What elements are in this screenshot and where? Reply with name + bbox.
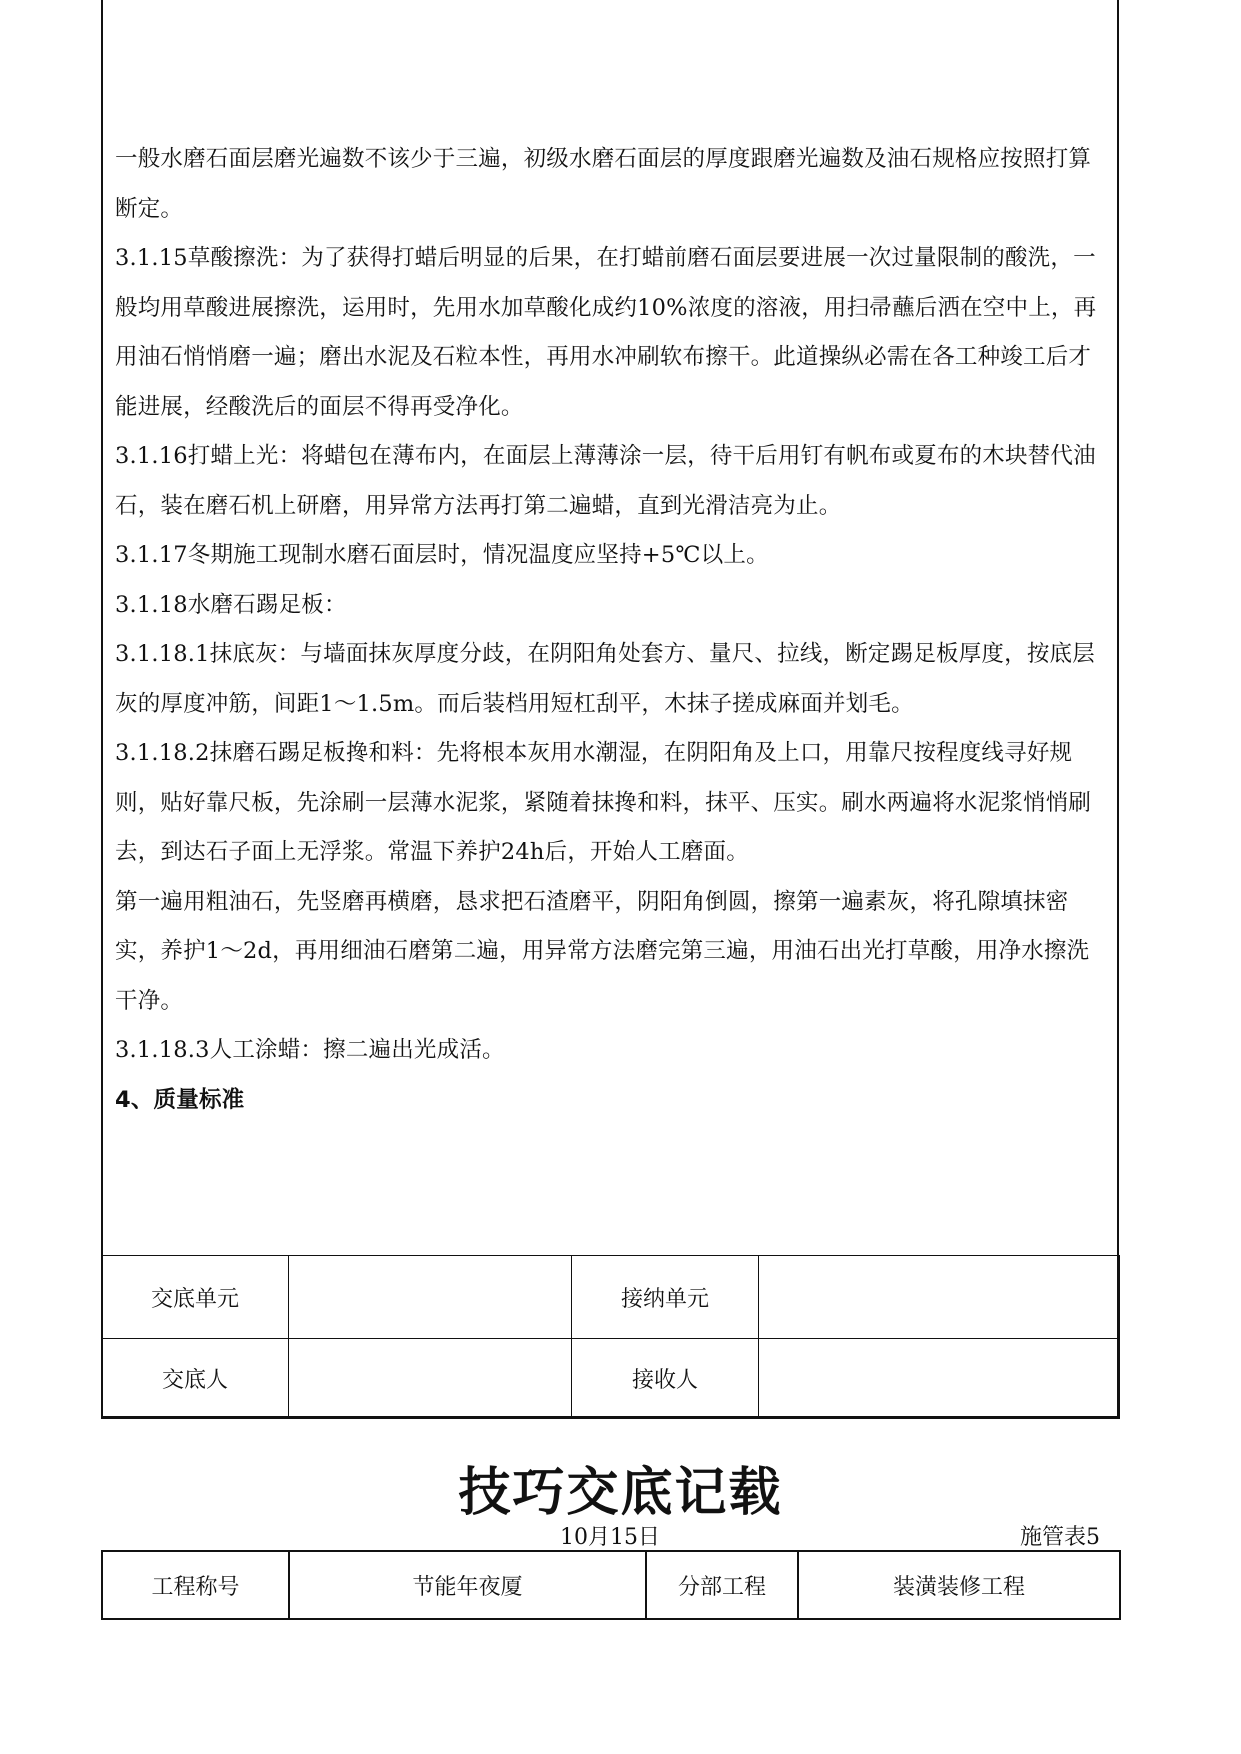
paragraph: 3.1.17冬期施工现制水磨石面层时，情况温度应坚持+5℃以上。: [115, 542, 769, 568]
paragraph: 3.1.18.2抹磨石踢足板搀和料：先将根本灰用水潮湿，在阴阳角及上口，用靠尺按程度线寻好规则，贴好靠尺板，先涂刷一层薄水泥浆，紧随着抹搀和料，抹平、压实。刷水两遍将水泥浆悄悄刷去，到达石子面上无浮浆。常温下养护24h后，开始人工磨面。: [115, 740, 1092, 865]
receiver-person-value[interactable]: [759, 1339, 1120, 1419]
paragraph: 3.1.18水磨石踢足板：: [115, 591, 347, 618]
section-heading: 4、质量标准: [115, 1086, 245, 1113]
handover-unit-value[interactable]: [289, 1256, 572, 1339]
document-body: [115, 135, 1105, 1125]
paragraph: 一般水磨石面层磨光遍数不该少于三遍，初级水磨石面层的厚度跟磨光遍数及油石规格应按照打算断定。: [115, 146, 1092, 222]
form-date: 10月15日: [560, 1525, 660, 1550]
paragraph: 3.1.18.1抹底灰：与墙面抹灰厚度分歧，在阴阳角处套方、量尺、拉线，断定踢足板厚度，按底层灰的厚度冲筋，间距1～1.5m。而后装档用短杠刮平，木抹子搓成麻面并划毛。: [115, 641, 1095, 717]
receiver-person-label: 接收人: [572, 1339, 759, 1419]
handover-person-label: 交底人: [102, 1339, 289, 1419]
paragraph: 3.1.18.3人工涂蜡：擦二遍出光成活。: [115, 1037, 505, 1063]
signature-table: [101, 1255, 1120, 1419]
paragraph: 3.1.15草酸擦洗：为了获得打蜡后明显的后果，在打蜡前磨石面层要进展一次过量限制的酸洗，一般均用草酸进展擦洗，运用时，先用水加草酸化成约10%浓度的溶液，用扫帚蘸后洒在空中上，再用油石悄悄磨一遍；磨出水泥及石粒本性，再用水冲刷软布擦干。此道操纵必需在各工种竣工后才能进展，经酸洗后的面层不得再受净化。: [115, 245, 1097, 420]
subproject-value: 装潢装修工程: [798, 1551, 1120, 1619]
project-name-value: 节能年夜厦: [289, 1551, 646, 1619]
paragraph: 第一遍用粗油石，先竖磨再横磨，恳求把石渣磨平，阴阳角倒圆，擦第一遍素灰，将孔隙填抹密实，养护1～2d，再用细油石磨第二遍，用异常方法磨完第三遍，用油石出光打草酸，用净水擦洗干净。: [115, 888, 1090, 1014]
receiver-unit-label: 接纳单元: [572, 1256, 759, 1339]
project-info-table: [101, 1550, 1121, 1620]
form-title: 技巧交底记载: [458, 1463, 783, 1523]
project-name-label: 工程称号: [102, 1551, 289, 1619]
handover-person-value[interactable]: [289, 1339, 572, 1419]
handover-unit-label: 交底单元: [102, 1256, 289, 1339]
receiver-unit-value[interactable]: [759, 1256, 1120, 1339]
form-number: 施管表5: [1020, 1525, 1100, 1550]
subproject-label: 分部工程: [646, 1551, 798, 1619]
paragraph: 3.1.16打蜡上光：将蜡包在薄布内，在面层上薄薄涂一层，待干后用钉有帆布或夏布的木块替代油石，装在磨石机上研磨，用异常方法再打第二遍蜡，直到光滑洁亮为止。: [115, 443, 1096, 519]
